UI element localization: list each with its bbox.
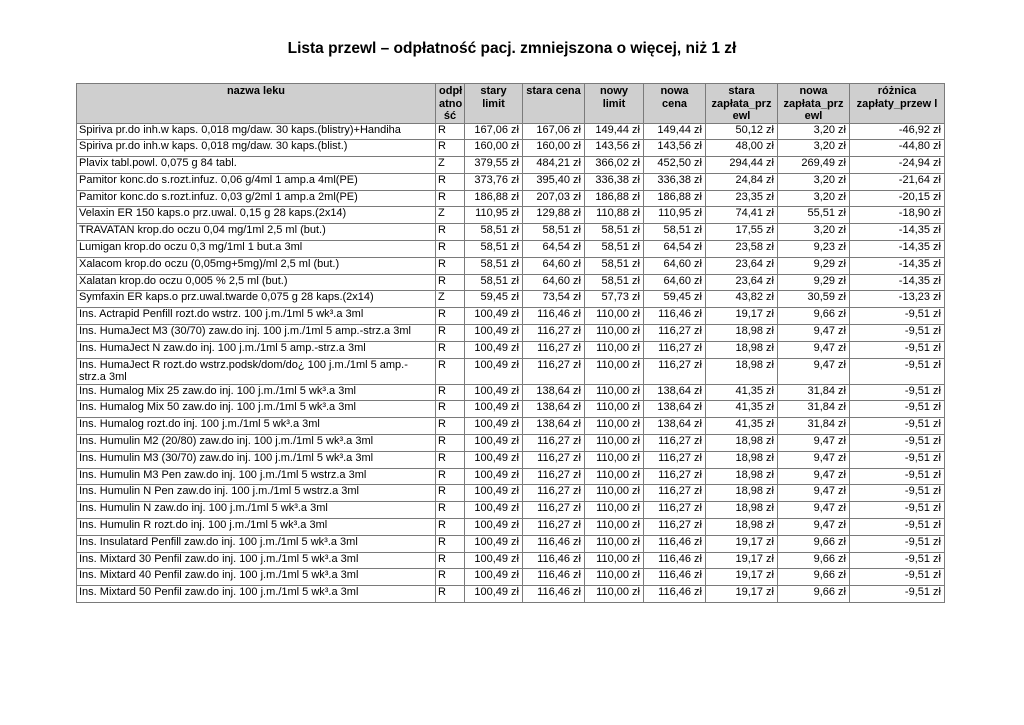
- page-title: Lista przewl – odpłatność pacj. zmniejszona o więcej, niż 1 zł: [287, 40, 737, 57]
- cell-payment-class: R: [436, 451, 465, 468]
- cell-new-price: 110,95 zł: [644, 207, 706, 224]
- cell-new-limit: 110,00 zł: [585, 435, 644, 452]
- cell-new-patient-payment: 31,84 zł: [778, 384, 850, 401]
- cell-new-patient-payment: 9,47 zł: [778, 451, 850, 468]
- cell-new-patient-payment: 9,29 zł: [778, 274, 850, 291]
- cell-payment-class: R: [436, 485, 465, 502]
- cell-new-limit: 149,44 zł: [585, 123, 644, 140]
- cell-new-patient-payment: 9,47 zł: [778, 519, 850, 536]
- cell-payment-class: R: [436, 241, 465, 258]
- column-header-old-limit: stary limit: [465, 84, 523, 124]
- table-row: [77, 586, 945, 603]
- cell-new-patient-payment: 9,47 zł: [778, 325, 850, 342]
- cell-payment-difference: -9,51 zł: [850, 519, 945, 536]
- table-row: [77, 257, 945, 274]
- cell-old-limit: 110,95 zł: [465, 207, 523, 224]
- cell-old-patient-payment: 41,35 zł: [706, 418, 778, 435]
- cell-new-price: 116,27 zł: [644, 468, 706, 485]
- cell-payment-difference: -9,51 zł: [850, 502, 945, 519]
- cell-payment-class: R: [436, 586, 465, 603]
- cell-old-patient-payment: 23,64 zł: [706, 274, 778, 291]
- cell-new-patient-payment: 9,66 zł: [778, 586, 850, 603]
- cell-drug-name: Ins. Humalog rozt.do inj. 100 j.m./1ml 5 wk³.a 3ml: [77, 418, 436, 435]
- column-header-payment-difference: różnica zapłaty_przew l: [850, 84, 945, 124]
- cell-new-price: 186,88 zł: [644, 190, 706, 207]
- cell-payment-class: R: [436, 140, 465, 157]
- cell-drug-name: Spiriva pr.do inh.w kaps. 0,018 mg/daw. 30 kaps.(blist.): [77, 140, 436, 157]
- cell-payment-class: R: [436, 257, 465, 274]
- cell-new-limit: 110,00 zł: [585, 569, 644, 586]
- cell-new-patient-payment: 30,59 zł: [778, 291, 850, 308]
- cell-old-patient-payment: 74,41 zł: [706, 207, 778, 224]
- cell-drug-name: Velaxin ER 150 kaps.o prz.uwal. 0,15 g 28 kaps.(2x14): [77, 207, 436, 224]
- cell-payment-class: R: [436, 325, 465, 342]
- cell-payment-difference: -13,23 zł: [850, 291, 945, 308]
- table-row: [77, 485, 945, 502]
- cell-old-limit: 100,49 zł: [465, 519, 523, 536]
- cell-old-limit: 100,49 zł: [465, 552, 523, 569]
- cell-old-patient-payment: 48,00 zł: [706, 140, 778, 157]
- cell-payment-difference: -9,51 zł: [850, 468, 945, 485]
- cell-new-price: 149,44 zł: [644, 123, 706, 140]
- cell-new-limit: 110,00 zł: [585, 325, 644, 342]
- cell-new-patient-payment: 3,20 zł: [778, 190, 850, 207]
- cell-new-limit: 57,73 zł: [585, 291, 644, 308]
- table-row: [77, 358, 945, 384]
- cell-old-price: 116,27 zł: [523, 468, 585, 485]
- cell-old-patient-payment: 41,35 zł: [706, 384, 778, 401]
- table-row: [77, 418, 945, 435]
- column-header-name: nazwa leku: [77, 84, 436, 124]
- column-header-new-payment: nowa zapłata_prz ewl: [778, 84, 850, 124]
- cell-old-patient-payment: 41,35 zł: [706, 401, 778, 418]
- cell-payment-class: R: [436, 190, 465, 207]
- cell-old-price: 138,64 zł: [523, 384, 585, 401]
- cell-old-price: 484,21 zł: [523, 157, 585, 174]
- table-row: [77, 341, 945, 358]
- cell-new-limit: 58,51 zł: [585, 224, 644, 241]
- cell-payment-class: R: [436, 401, 465, 418]
- table-row: [77, 173, 945, 190]
- cell-new-price: 116,27 zł: [644, 325, 706, 342]
- column-header-payment: odpł atno ść: [436, 84, 465, 124]
- cell-old-price: 116,27 zł: [523, 435, 585, 452]
- cell-old-patient-payment: 23,64 zł: [706, 257, 778, 274]
- cell-drug-name: Xalacom krop.do oczu (0,05mg+5mg)/ml 2,5 ml (but.): [77, 257, 436, 274]
- cell-payment-difference: -9,51 zł: [850, 401, 945, 418]
- cell-old-patient-payment: 23,58 zł: [706, 241, 778, 258]
- cell-new-limit: 186,88 zł: [585, 190, 644, 207]
- table-row: [77, 468, 945, 485]
- table-row: [77, 384, 945, 401]
- cell-payment-difference: -14,35 zł: [850, 257, 945, 274]
- cell-payment-class: R: [436, 224, 465, 241]
- column-header-new-price: nowa cena: [644, 84, 706, 124]
- header-row: [77, 84, 945, 124]
- cell-old-limit: 100,49 zł: [465, 535, 523, 552]
- cell-payment-class: R: [436, 274, 465, 291]
- cell-drug-name: Ins. Humalog Mix 25 zaw.do inj. 100 j.m./1ml 5 wk³.a 3ml: [77, 384, 436, 401]
- cell-old-limit: 100,49 zł: [465, 418, 523, 435]
- cell-old-price: 116,46 zł: [523, 552, 585, 569]
- cell-payment-class: R: [436, 502, 465, 519]
- cell-old-limit: 186,88 zł: [465, 190, 523, 207]
- cell-drug-name: Ins. Actrapid Penfill rozt.do wstrz. 100 j.m./1ml 5 wk³.a 3ml: [77, 308, 436, 325]
- cell-new-patient-payment: 9,47 zł: [778, 468, 850, 485]
- cell-payment-class: R: [436, 552, 465, 569]
- cell-new-patient-payment: 9,66 zł: [778, 535, 850, 552]
- cell-new-patient-payment: 3,20 zł: [778, 140, 850, 157]
- cell-new-limit: 110,00 zł: [585, 485, 644, 502]
- cell-new-price: 116,27 zł: [644, 502, 706, 519]
- cell-payment-difference: -9,51 zł: [850, 552, 945, 569]
- cell-new-limit: 58,51 zł: [585, 274, 644, 291]
- table-row: [77, 535, 945, 552]
- table-row: [77, 552, 945, 569]
- cell-new-price: 116,27 zł: [644, 451, 706, 468]
- cell-payment-class: R: [436, 358, 465, 384]
- cell-payment-difference: -20,15 zł: [850, 190, 945, 207]
- cell-old-patient-payment: 19,17 zł: [706, 569, 778, 586]
- cell-payment-class: R: [436, 384, 465, 401]
- cell-payment-class: R: [436, 519, 465, 536]
- cell-drug-name: Ins. HumaJect M3 (30/70) zaw.do inj. 100 j.m./1ml 5 amp.-strz.a 3ml: [77, 325, 436, 342]
- cell-drug-name: Ins. Humulin R rozt.do inj. 100 j.m./1ml 5 wk³.a 3ml: [77, 519, 436, 536]
- cell-old-limit: 58,51 zł: [465, 241, 523, 258]
- table-row: [77, 502, 945, 519]
- cell-drug-name: Lumigan krop.do oczu 0,3 mg/1ml 1 but.a 3ml: [77, 241, 436, 258]
- cell-old-price: 64,60 zł: [523, 257, 585, 274]
- table-row: [77, 519, 945, 536]
- cell-old-price: 116,46 zł: [523, 586, 585, 603]
- cell-old-patient-payment: 19,17 zł: [706, 552, 778, 569]
- cell-payment-difference: -46,92 zł: [850, 123, 945, 140]
- cell-payment-difference: -9,51 zł: [850, 451, 945, 468]
- cell-old-price: 116,27 zł: [523, 341, 585, 358]
- cell-old-patient-payment: 18,98 zł: [706, 451, 778, 468]
- cell-payment-class: R: [436, 468, 465, 485]
- cell-new-price: 116,46 zł: [644, 308, 706, 325]
- cell-drug-name: Ins. Mixtard 30 Penfil zaw.do inj. 100 j.m./1ml 5 wk³.a 3ml: [77, 552, 436, 569]
- cell-old-limit: 100,49 zł: [465, 451, 523, 468]
- cell-old-limit: 100,49 zł: [465, 341, 523, 358]
- cell-drug-name: Pamitor konc.do s.rozt.infuz. 0,03 g/2ml 1 amp.a 2ml(PE): [77, 190, 436, 207]
- cell-new-patient-payment: 9,47 zł: [778, 358, 850, 384]
- cell-payment-class: Z: [436, 207, 465, 224]
- cell-old-limit: 58,51 zł: [465, 224, 523, 241]
- table-row: [77, 241, 945, 258]
- table-row: [77, 190, 945, 207]
- table-row: [77, 435, 945, 452]
- cell-drug-name: Ins. Mixtard 50 Penfil zaw.do inj. 100 j.m./1ml 5 wk³.a 3ml: [77, 586, 436, 603]
- cell-old-limit: 160,00 zł: [465, 140, 523, 157]
- cell-payment-difference: -9,51 zł: [850, 586, 945, 603]
- cell-drug-name: Ins. Humulin M3 Pen zaw.do inj. 100 j.m./1ml 5 wstrz.a 3ml: [77, 468, 436, 485]
- table-row: [77, 140, 945, 157]
- cell-payment-difference: -14,35 zł: [850, 274, 945, 291]
- cell-old-patient-payment: 19,17 zł: [706, 586, 778, 603]
- cell-old-limit: 100,49 zł: [465, 586, 523, 603]
- cell-drug-name: Ins. Humulin M3 (30/70) zaw.do inj. 100 j.m./1ml 5 wk³.a 3ml: [77, 451, 436, 468]
- cell-payment-difference: -24,94 zł: [850, 157, 945, 174]
- cell-new-price: 116,27 zł: [644, 341, 706, 358]
- cell-drug-name: Xalatan krop.do oczu 0,005 % 2,5 ml (but.): [77, 274, 436, 291]
- cell-drug-name: TRAVATAN krop.do oczu 0,04 mg/1ml 2,5 ml (but.): [77, 224, 436, 241]
- cell-new-price: 116,27 zł: [644, 435, 706, 452]
- cell-payment-difference: -9,51 zł: [850, 418, 945, 435]
- cell-new-patient-payment: 269,49 zł: [778, 157, 850, 174]
- cell-payment-difference: -9,51 zł: [850, 341, 945, 358]
- column-header-old-payment: stara zapłata_prz ewl: [706, 84, 778, 124]
- cell-old-price: 116,27 zł: [523, 358, 585, 384]
- table-row: [77, 224, 945, 241]
- cell-new-limit: 58,51 zł: [585, 257, 644, 274]
- cell-new-price: 64,54 zł: [644, 241, 706, 258]
- cell-new-price: 116,27 zł: [644, 358, 706, 384]
- cell-new-patient-payment: 9,23 zł: [778, 241, 850, 258]
- cell-new-price: 64,60 zł: [644, 257, 706, 274]
- cell-new-price: 116,27 zł: [644, 485, 706, 502]
- cell-new-limit: 110,00 zł: [585, 535, 644, 552]
- cell-new-patient-payment: 31,84 zł: [778, 418, 850, 435]
- cell-old-patient-payment: 18,98 zł: [706, 358, 778, 384]
- cell-old-limit: 58,51 zł: [465, 274, 523, 291]
- cell-old-price: 116,46 zł: [523, 569, 585, 586]
- cell-new-price: 64,60 zł: [644, 274, 706, 291]
- cell-new-patient-payment: 9,29 zł: [778, 257, 850, 274]
- cell-new-patient-payment: 9,47 zł: [778, 485, 850, 502]
- cell-payment-difference: -9,51 zł: [850, 535, 945, 552]
- cell-new-price: 143,56 zł: [644, 140, 706, 157]
- table-row: [77, 451, 945, 468]
- cell-payment-difference: -9,51 zł: [850, 358, 945, 384]
- cell-old-limit: 100,49 zł: [465, 401, 523, 418]
- cell-old-limit: 100,49 zł: [465, 308, 523, 325]
- cell-new-price: 452,50 zł: [644, 157, 706, 174]
- cell-new-price: 116,46 zł: [644, 569, 706, 586]
- cell-old-patient-payment: 18,98 zł: [706, 519, 778, 536]
- cell-payment-difference: -14,35 zł: [850, 224, 945, 241]
- cell-old-limit: 100,49 zł: [465, 384, 523, 401]
- cell-old-patient-payment: 18,98 zł: [706, 325, 778, 342]
- cell-old-price: 58,51 zł: [523, 224, 585, 241]
- cell-old-price: 116,27 zł: [523, 451, 585, 468]
- cell-new-patient-payment: 3,20 zł: [778, 123, 850, 140]
- cell-new-limit: 110,00 zł: [585, 384, 644, 401]
- cell-new-price: 138,64 zł: [644, 418, 706, 435]
- table-row: [77, 157, 945, 174]
- cell-new-limit: 110,00 zł: [585, 586, 644, 603]
- cell-payment-class: Z: [436, 291, 465, 308]
- cell-new-patient-payment: 55,51 zł: [778, 207, 850, 224]
- cell-new-limit: 110,00 zł: [585, 451, 644, 468]
- cell-new-limit: 110,00 zł: [585, 418, 644, 435]
- cell-old-price: 116,27 zł: [523, 485, 585, 502]
- cell-drug-name: Ins. HumaJect R rozt.do wstrz.podsk/dom/do¿ 100 j.m./1ml 5 amp.-strz.a 3ml: [77, 358, 436, 384]
- cell-payment-difference: -9,51 zł: [850, 384, 945, 401]
- cell-drug-name: Ins. Insulatard Penfill zaw.do inj. 100 j.m./1ml 5 wk³.a 3ml: [77, 535, 436, 552]
- cell-payment-class: Z: [436, 157, 465, 174]
- table-body: [77, 123, 945, 603]
- cell-drug-name: Symfaxin ER kaps.o prz.uwal.twarde 0,075 g 28 kaps.(2x14): [77, 291, 436, 308]
- cell-old-limit: 100,49 zł: [465, 502, 523, 519]
- cell-new-price: 116,46 zł: [644, 586, 706, 603]
- cell-old-price: 160,00 zł: [523, 140, 585, 157]
- cell-payment-difference: -14,35 zł: [850, 241, 945, 258]
- cell-old-limit: 167,06 zł: [465, 123, 523, 140]
- cell-old-patient-payment: 18,98 zł: [706, 435, 778, 452]
- cell-drug-name: Spiriva pr.do inh.w kaps. 0,018 mg/daw. 30 kaps.(blistry)+Handiha: [77, 123, 436, 140]
- cell-old-patient-payment: 19,17 zł: [706, 308, 778, 325]
- cell-drug-name: Ins. Humulin M2 (20/80) zaw.do inj. 100 j.m./1ml 5 wk³.a 3ml: [77, 435, 436, 452]
- cell-old-price: 207,03 zł: [523, 190, 585, 207]
- cell-new-price: 116,46 zł: [644, 552, 706, 569]
- table-row: [77, 569, 945, 586]
- cell-old-patient-payment: 18,98 zł: [706, 485, 778, 502]
- cell-new-limit: 110,00 zł: [585, 358, 644, 384]
- cell-payment-class: R: [436, 308, 465, 325]
- cell-old-price: 138,64 zł: [523, 401, 585, 418]
- cell-new-limit: 110,00 zł: [585, 502, 644, 519]
- cell-old-price: 64,54 zł: [523, 241, 585, 258]
- cell-old-price: 116,27 zł: [523, 325, 585, 342]
- cell-payment-difference: -44,80 zł: [850, 140, 945, 157]
- cell-old-limit: 100,49 zł: [465, 485, 523, 502]
- cell-drug-name: Ins. Mixtard 40 Penfil zaw.do inj. 100 j.m./1ml 5 wk³.a 3ml: [77, 569, 436, 586]
- table-row: [77, 207, 945, 224]
- cell-old-price: 395,40 zł: [523, 173, 585, 190]
- cell-new-patient-payment: 3,20 zł: [778, 224, 850, 241]
- cell-drug-name: Pamitor konc.do s.rozt.infuz. 0,06 g/4ml 1 amp.a 4ml(PE): [77, 173, 436, 190]
- cell-old-price: 73,54 zł: [523, 291, 585, 308]
- cell-old-patient-payment: 18,98 zł: [706, 502, 778, 519]
- table-row: [77, 291, 945, 308]
- cell-old-limit: 100,49 zł: [465, 468, 523, 485]
- cell-new-limit: 143,56 zł: [585, 140, 644, 157]
- cell-payment-difference: -9,51 zł: [850, 435, 945, 452]
- cell-new-price: 138,64 zł: [644, 384, 706, 401]
- cell-old-price: 116,27 zł: [523, 502, 585, 519]
- table-row: [77, 274, 945, 291]
- cell-new-limit: 110,00 zł: [585, 341, 644, 358]
- cell-old-price: 129,88 zł: [523, 207, 585, 224]
- cell-new-price: 138,64 zł: [644, 401, 706, 418]
- cell-new-limit: 110,00 zł: [585, 308, 644, 325]
- cell-drug-name: Ins. HumaJect N zaw.do inj. 100 j.m./1ml 5 amp.-strz.a 3ml: [77, 341, 436, 358]
- cell-drug-name: Ins. Humulin N zaw.do inj. 100 j.m./1ml 5 wk³.a 3ml: [77, 502, 436, 519]
- cell-old-limit: 373,76 zł: [465, 173, 523, 190]
- cell-old-patient-payment: 43,82 zł: [706, 291, 778, 308]
- cell-old-patient-payment: 23,35 zł: [706, 190, 778, 207]
- cell-new-patient-payment: 9,47 zł: [778, 502, 850, 519]
- cell-old-patient-payment: 17,55 zł: [706, 224, 778, 241]
- cell-new-patient-payment: 9,47 zł: [778, 435, 850, 452]
- cell-payment-class: R: [436, 123, 465, 140]
- cell-payment-difference: -9,51 zł: [850, 308, 945, 325]
- cell-old-price: 116,27 zł: [523, 519, 585, 536]
- cell-new-patient-payment: 9,66 zł: [778, 552, 850, 569]
- cell-old-limit: 100,49 zł: [465, 569, 523, 586]
- cell-new-price: 58,51 zł: [644, 224, 706, 241]
- cell-drug-name: Plavix tabl.powl. 0,075 g 84 tabl.: [77, 157, 436, 174]
- cell-old-price: 116,46 zł: [523, 308, 585, 325]
- cell-old-patient-payment: 19,17 zł: [706, 535, 778, 552]
- cell-new-limit: 366,02 zł: [585, 157, 644, 174]
- cell-old-price: 64,60 zł: [523, 274, 585, 291]
- cell-new-limit: 336,38 zł: [585, 173, 644, 190]
- cell-payment-difference: -9,51 zł: [850, 569, 945, 586]
- cell-old-price: 167,06 zł: [523, 123, 585, 140]
- cell-old-patient-payment: 294,44 zł: [706, 157, 778, 174]
- cell-old-patient-payment: 24,84 zł: [706, 173, 778, 190]
- cell-new-patient-payment: 9,47 zł: [778, 341, 850, 358]
- cell-new-limit: 58,51 zł: [585, 241, 644, 258]
- cell-new-limit: 110,00 zł: [585, 468, 644, 485]
- cell-new-price: 116,46 zł: [644, 535, 706, 552]
- drug-price-table: [76, 83, 945, 603]
- cell-old-limit: 59,45 zł: [465, 291, 523, 308]
- cell-new-price: 336,38 zł: [644, 173, 706, 190]
- cell-payment-difference: -9,51 zł: [850, 325, 945, 342]
- cell-old-patient-payment: 18,98 zł: [706, 468, 778, 485]
- cell-new-limit: 110,88 zł: [585, 207, 644, 224]
- cell-new-patient-payment: 9,66 zł: [778, 308, 850, 325]
- cell-payment-class: R: [436, 173, 465, 190]
- cell-payment-class: R: [436, 435, 465, 452]
- cell-payment-difference: -9,51 zł: [850, 485, 945, 502]
- cell-old-limit: 100,49 zł: [465, 435, 523, 452]
- cell-payment-difference: -18,90 zł: [850, 207, 945, 224]
- cell-payment-class: R: [436, 418, 465, 435]
- cell-old-patient-payment: 18,98 zł: [706, 341, 778, 358]
- cell-old-limit: 58,51 zł: [465, 257, 523, 274]
- cell-payment-difference: -21,64 zł: [850, 173, 945, 190]
- cell-new-limit: 110,00 zł: [585, 401, 644, 418]
- cell-old-limit: 379,55 zł: [465, 157, 523, 174]
- cell-payment-class: R: [436, 569, 465, 586]
- table-row: [77, 123, 945, 140]
- table-row: [77, 401, 945, 418]
- cell-new-limit: 110,00 zł: [585, 552, 644, 569]
- cell-payment-class: R: [436, 341, 465, 358]
- cell-payment-class: R: [436, 535, 465, 552]
- table-row: [77, 325, 945, 342]
- cell-new-price: 116,27 zł: [644, 519, 706, 536]
- column-header-old-price: stara cena: [523, 84, 585, 124]
- cell-old-patient-payment: 50,12 zł: [706, 123, 778, 140]
- cell-old-price: 138,64 zł: [523, 418, 585, 435]
- cell-old-price: 116,46 zł: [523, 535, 585, 552]
- cell-drug-name: Ins. Humalog Mix 50 zaw.do inj. 100 j.m./1ml 5 wk³.a 3ml: [77, 401, 436, 418]
- cell-new-patient-payment: 9,66 zł: [778, 569, 850, 586]
- cell-new-patient-payment: 3,20 zł: [778, 173, 850, 190]
- cell-drug-name: Ins. Humulin N Pen zaw.do inj. 100 j.m./1ml 5 wstrz.a 3ml: [77, 485, 436, 502]
- table-row: [77, 308, 945, 325]
- column-header-new-limit: nowy limit: [585, 84, 644, 124]
- cell-new-price: 59,45 zł: [644, 291, 706, 308]
- cell-old-limit: 100,49 zł: [465, 325, 523, 342]
- cell-old-limit: 100,49 zł: [465, 358, 523, 384]
- cell-new-patient-payment: 31,84 zł: [778, 401, 850, 418]
- cell-new-limit: 110,00 zł: [585, 519, 644, 536]
